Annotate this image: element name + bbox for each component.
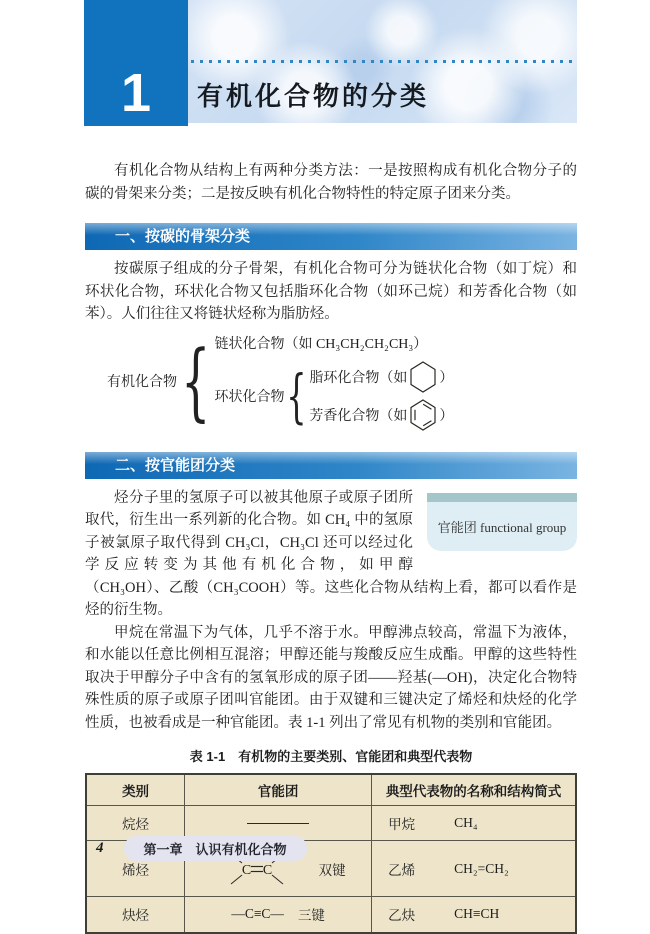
cyclic-sub-branches bbox=[309, 358, 453, 434]
cell-category: 炔烃 bbox=[86, 897, 185, 933]
section2-paragraph2: 甲烷在常温下为气体，几乎不溶于水。甲醇沸点较高，常温下为液体，和水能以任意比例相互混溶；甲醇还能与羧酸反应生成酯。甲醇的这些特性取决于甲醇分子中含有的氢氧形成的原子团——羟基(—OH)，决定化合物特殊性质的原子或原子团叫官能团。由于双键和三键决定了烯烃和炔烃的化学性质，也被看成是一种官能团。表 1-1 列出了常见有机物的类别和官能团。 bbox=[85, 624, 577, 731]
branch-cyclic bbox=[214, 358, 453, 434]
example-name: 乙烯 bbox=[388, 862, 416, 878]
diagram-branches bbox=[214, 328, 453, 434]
sidebox-term: 官能团 bbox=[437, 519, 477, 535]
header-photo bbox=[188, 0, 577, 123]
branch-cyclic-label: 环状化合物 bbox=[214, 389, 285, 405]
sidebox-top-bar bbox=[427, 493, 577, 502]
none-dash-icon bbox=[247, 823, 309, 824]
table-header-row bbox=[86, 774, 576, 806]
branch-alicyclic bbox=[309, 358, 453, 396]
chapter-label-pill: 第一章 认识有机化合物 bbox=[124, 836, 307, 861]
close-paren: ） bbox=[439, 408, 454, 424]
sidebox-term-en: functional group bbox=[479, 519, 567, 535]
classification-diagram bbox=[107, 328, 577, 434]
functional-group-sidebox bbox=[427, 493, 577, 551]
col-header-representative: 典型代表物的名称和结构简式 bbox=[372, 774, 576, 806]
svg-text:C: C bbox=[241, 862, 251, 878]
section-heading-label: 一、按碳的骨架分类 bbox=[115, 228, 251, 245]
cell-category: 烷烃 bbox=[86, 806, 185, 841]
bond-note: 三键 bbox=[297, 908, 325, 924]
page-number: 4 bbox=[96, 840, 104, 856]
table-caption: 表 1-1 有机物的主要类别、官能团和典型代表物 bbox=[189, 749, 473, 764]
branch-alicyclic-label: 脂环化合物（如 bbox=[309, 370, 408, 386]
paragraph-with-sidebox bbox=[85, 487, 577, 622]
carbon-triple-bond: —C≡C— bbox=[231, 906, 284, 922]
example-formula: CH₄ bbox=[454, 815, 478, 830]
chapter-number: 1 bbox=[120, 63, 152, 123]
branch-aromatic bbox=[309, 396, 453, 434]
col-header-functional-group: 官能团 bbox=[185, 774, 372, 806]
benzene-ring-icon bbox=[409, 399, 437, 431]
cell-category: 烯烃 bbox=[86, 841, 185, 897]
diagram-root-label: 有机化合物 bbox=[107, 374, 177, 390]
section2-paragraph1: 烃分子里的氢原子可以被其他原子或原子团所取代，衍生出一系列新的化合物。如 CH₄ 中的氢原子被氯原子取代得到 CH₃Cl，CH₃Cl 还可以经过化学反应转变为其他有机化合物，如甲醇（CH₃OH）、乙酸（CH₃COOH）等。这些化合物从结构上看，都可以看作是烃的衍生物。 bbox=[85, 489, 577, 618]
sidebox-body bbox=[427, 502, 577, 551]
brace-icon: { bbox=[286, 361, 308, 430]
page-content bbox=[85, 150, 577, 934]
example-name: 乙炔 bbox=[388, 908, 416, 924]
example-formula: CH₂=CH₂ bbox=[454, 860, 509, 876]
cell-representative bbox=[372, 841, 576, 897]
example-formula: CH≡CH bbox=[454, 906, 500, 922]
example-name: 甲烷 bbox=[388, 817, 416, 832]
cell-functional-group bbox=[185, 897, 372, 933]
cyclohexane-ring-icon bbox=[409, 361, 437, 393]
col-header-category: 类别 bbox=[86, 774, 185, 806]
branch-chain bbox=[214, 328, 453, 358]
close-paren: ） bbox=[439, 370, 454, 386]
intro-paragraph: 有机化合物从结构上有两种分类方法：一是按照构成有机化合物分子的碳的骨架来分类；二是按反映有机化合物特性的特定原子团来分类。 bbox=[85, 163, 577, 202]
dotted-divider bbox=[191, 60, 577, 63]
page-footer bbox=[96, 836, 307, 861]
section-heading-carbon-skeleton bbox=[85, 223, 577, 250]
brace-icon: { bbox=[181, 331, 211, 430]
section-heading-functional-group bbox=[85, 452, 577, 479]
section1-paragraph: 按碳原子组成的分子骨架，有机化合物可分为链状化合物（如丁烷）和环状化合物，环状化合物又包括脂环化合物（如环己烷）和芳香化合物（如苯）。人们往往又将链状烃称为脂肪烃。 bbox=[85, 261, 577, 322]
bond-note: 双键 bbox=[318, 862, 346, 878]
branch-aromatic-label: 芳香化合物（如 bbox=[309, 408, 408, 424]
page-title: 有机化合物的分类 bbox=[197, 82, 430, 111]
chapter-number-box bbox=[84, 0, 188, 126]
branch-chain-label: 链状化合物（如 CH₃CH₂CH₂CH₃） bbox=[214, 336, 428, 352]
cell-representative bbox=[372, 806, 576, 841]
cell-representative bbox=[372, 897, 576, 933]
svg-text:C: C bbox=[262, 862, 272, 878]
table-row bbox=[86, 897, 576, 933]
section-heading-label: 二、按官能团分类 bbox=[115, 456, 236, 474]
